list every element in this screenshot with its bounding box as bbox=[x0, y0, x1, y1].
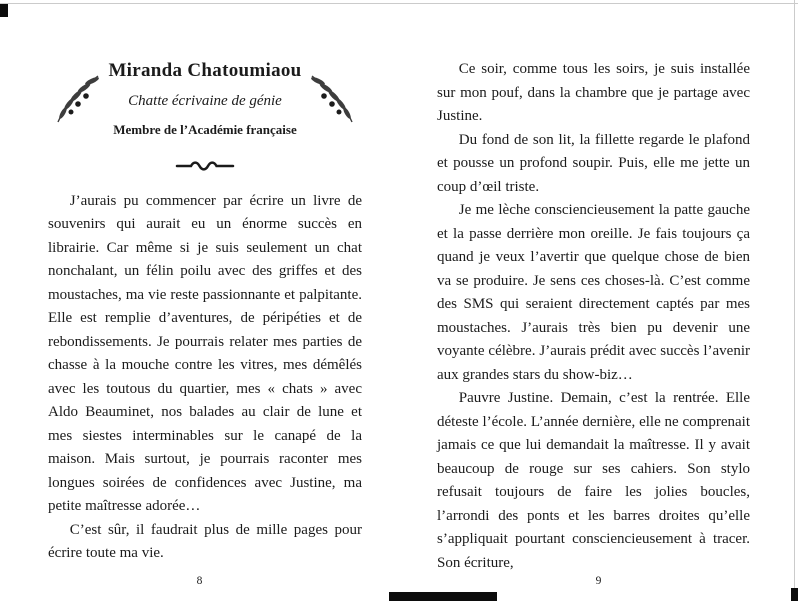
paragraph: Du fond de son lit, la fillette regarde le plafond et pousse un profond soupir. Puis, elle me jette un coup d’œil triste. bbox=[437, 131, 750, 195]
paragraph: C’est sûr, il faudrait plus de mille pages pour écrire toute ma vie. bbox=[48, 521, 362, 562]
chapter-title: Miranda Chatoumiaou bbox=[108, 60, 302, 81]
scan-artifact-bottom-center bbox=[389, 592, 497, 601]
paragraph: J’aurais pu commencer par écrire un livre de souvenirs qui aurait eu un énorme succès en librairie. Car même si je suis seulement un chat nonchalant, un félin poilu avec des griffes et des moustaches, ma vie reste passionnante et palpitante. Elle est remplie d’aventures, de péripéties et de rebondissements. Je pourrais relater mes parties de chasse à la mouche contre les vitres, mes démêlés avec les toutous du quartier, mes « chats » avec Aldo Beauminet, nos balades au clair de lune et mes siestes interminables sur le canapé de la maison. Mais surtout, je pourrais raconter mes longues soirées de confidences avec Justine, ma petite maîtresse adorée… bbox=[48, 192, 362, 515]
page-number-left: 8 bbox=[196, 575, 203, 587]
paragraph: Je me lèche consciencieusement la patte gauche et la passe derrière mon oreille. Je fais toujours ça quand je veux l’avertir que quelque chose de bien va se produire. Je sens ces choses-là. C’est comme des SMS qui seraient directement captés par mes moustaches. J’aurais très bien pu devenir une voyante célèbre. J’aurais prédit avec succès l’avenir aux grandes stars du show-biz… bbox=[437, 202, 750, 383]
paragraph: Ce soir, comme tous les soirs, je suis installée sur mon pouf, dans la chambre que je partage avec Justine. bbox=[437, 61, 750, 124]
right-page-content bbox=[399, 0, 798, 575]
paragraph: Pauvre Justine. Demain, c’est la rentrée. Elle déteste l’école. L’année dernière, elle ne comprenait jamais ce que lui demandait la maîtresse. Il y avait beaucoup de rouge sur ses cahiers. Son stylo refusait toujours de faire les jolies boucles, l’arrondi des ponts et les barres droites qu’elle s’appliquait pourtant consciencieusement à tracer. Son écriture, bbox=[437, 390, 750, 571]
scan-artifact-top-left bbox=[0, 4, 8, 17]
chapter-affiliation: Membre de l’Académie française bbox=[113, 121, 297, 137]
scan-edge-line-top bbox=[0, 3, 798, 4]
scan-edge-line-right bbox=[794, 0, 795, 601]
chapter-header bbox=[48, 60, 362, 138]
scan-artifact-bottom-right bbox=[791, 588, 798, 601]
laurel-branch-right-icon bbox=[308, 72, 358, 126]
left-page-body bbox=[48, 190, 362, 566]
chapter-header-text bbox=[106, 60, 303, 138]
page-number-right: 9 bbox=[595, 575, 602, 587]
chapter-subtitle: Chatte écrivaine de génie bbox=[128, 92, 282, 109]
left-page-content bbox=[0, 0, 399, 566]
page-right bbox=[399, 0, 798, 601]
laurel-branch-left-icon bbox=[52, 72, 102, 126]
calligraphic-wave-divider-icon bbox=[173, 160, 237, 172]
right-page-body bbox=[437, 58, 750, 575]
